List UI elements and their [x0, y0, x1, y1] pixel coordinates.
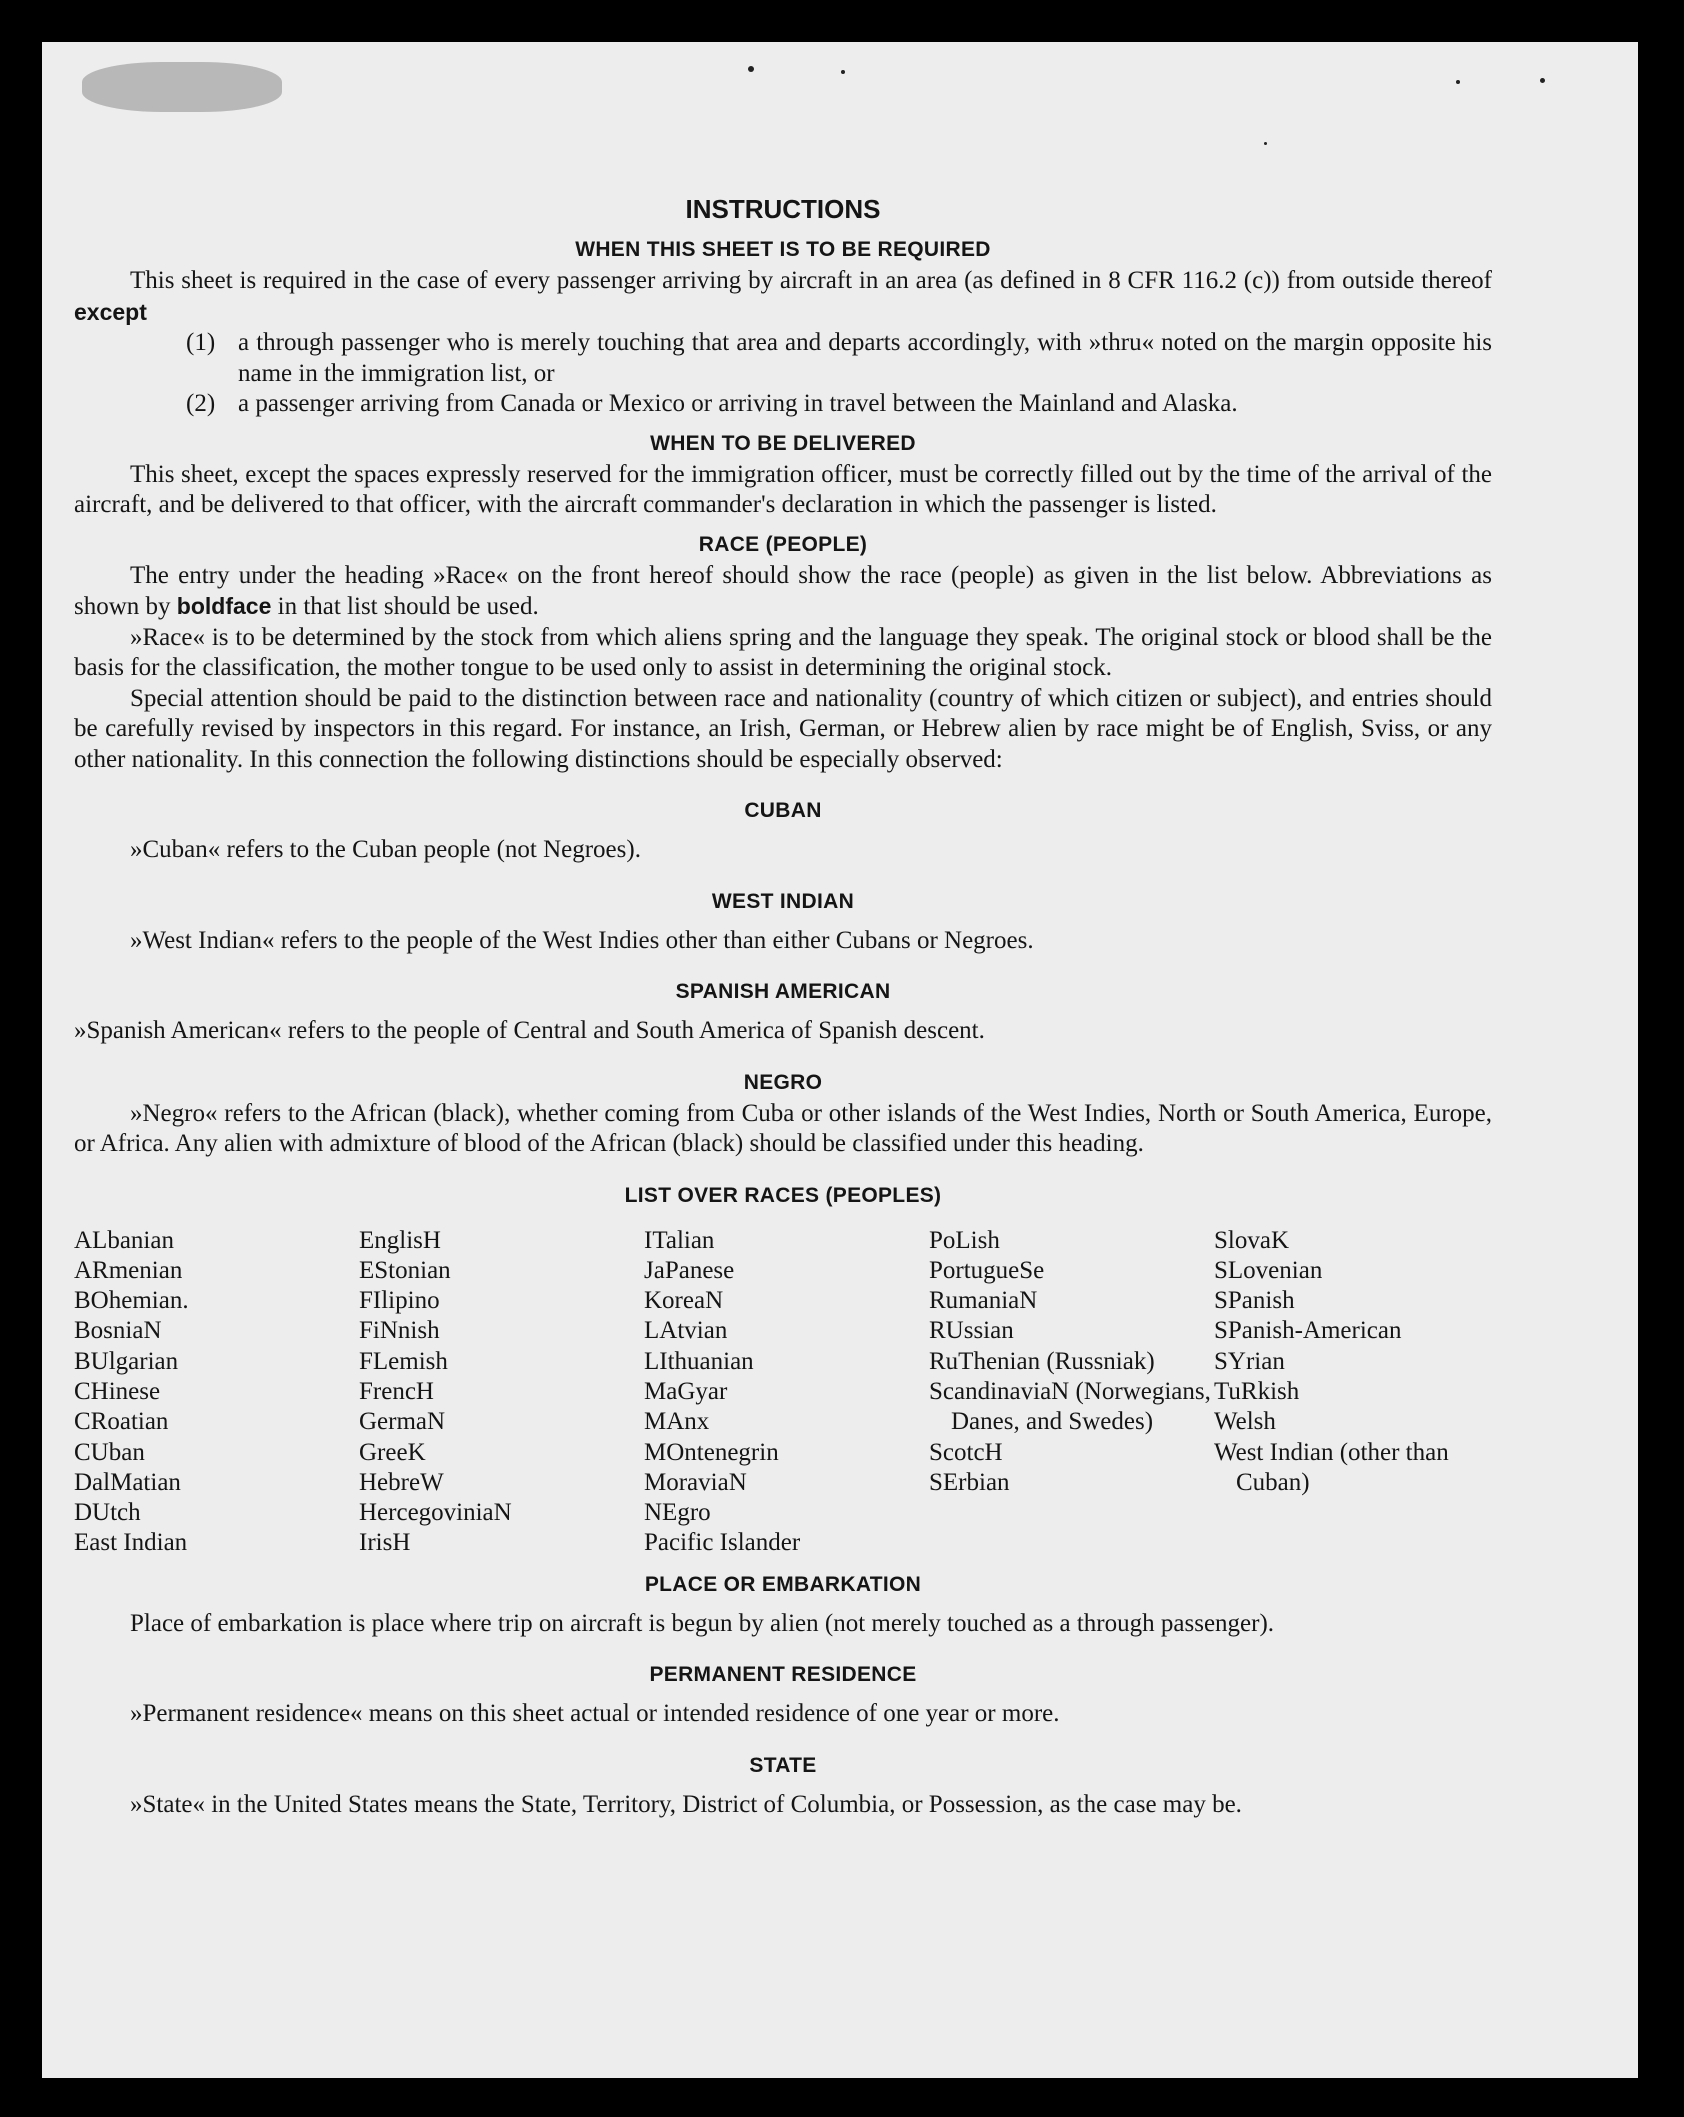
- list-item: [74, 328, 1492, 389]
- race-entry: NEgro: [644, 1499, 711, 1527]
- race-entry: BUlgarian: [74, 1347, 179, 1375]
- race-entry: GermaN: [359, 1408, 446, 1436]
- race-entry: ARmenian: [74, 1256, 183, 1284]
- scan-speck: [748, 66, 754, 72]
- race-entry: SYrian: [1214, 1347, 1285, 1375]
- race-entry: West Indian (other than Cuban): [1214, 1438, 1449, 1496]
- paragraph-negro: »Negro« refers to the African (black), whether coming from Cuba or other islands of the West Indies, North or South America, Europe, or Africa. Any alien with admixture of blood of the African (black) should be classified under this heading.: [74, 1099, 1492, 1157]
- paragraph-embarkation: Place of embarkation is place where trip on aircraft is begun by alien (not merely touched as a through passenger).: [130, 1609, 1275, 1637]
- race-entry: ScotcH: [929, 1438, 1003, 1466]
- race-entry: ScandinaviaN (Norwegians, Danes, and Swedes): [929, 1377, 1211, 1436]
- race-entry: DalMatian: [74, 1468, 181, 1496]
- item-number: (2): [186, 390, 216, 417]
- heading-cuban: CUBAN: [744, 799, 822, 822]
- race-entry: ALbanian: [74, 1226, 174, 1254]
- paragraph-race-2: »Race« is to be determined by the stock from which aliens spring and the language they speak. The original stock or blood shall be the basis for the classification, the mother tongue to be used only to assist in determining the original stock.: [74, 623, 1492, 681]
- paragraph-spanish-american: »Spanish American« refers to the people of Central and South America of Spanish descent.: [74, 1017, 985, 1044]
- scan-speck: [1456, 80, 1460, 84]
- heading-races-list: LIST OVER RACES (PEOPLES): [624, 1183, 942, 1207]
- scan-speck: [1540, 78, 1545, 83]
- list-item: [74, 389, 1492, 420]
- heading-embarkation: PLACE OR EMBARKATION: [644, 1572, 922, 1596]
- race-entry: CRoatian: [74, 1408, 169, 1436]
- intro-text: This sheet is required in the case of every passenger arriving by aircraft in an area (as defined in 8 CFR 116.2 (c)) from outside thereof: [130, 267, 1492, 294]
- item-text: a through passenger who is merely touching that area and departs accordingly, with »thru« noted on the margin opposite his name in the immigration list, or: [238, 329, 1492, 387]
- races-column: [644, 1226, 929, 1559]
- scan-smudge: [82, 62, 282, 112]
- race-entry: SlovaK: [1214, 1226, 1289, 1254]
- heading-when-required: WHEN THIS SHEET IS TO BE REQUIRED: [575, 238, 991, 261]
- race-entry: CUban: [74, 1438, 145, 1466]
- scan-speck: [1264, 142, 1267, 145]
- race-text: The entry under the heading »Race« on the front hereof should show the race (people) as given in the list below. Abbreviations as shown by: [74, 561, 1492, 620]
- paragraph-when-delivered: This sheet, except the spaces expressly reserved for the immigration officer, must be correctly filled out by the time of the arrival of the aircraft, and be delivered to that officer, with the aircraft commander's declaration in which the passenger is listed.: [74, 460, 1492, 518]
- race-entry: PortugueSe: [929, 1256, 1045, 1284]
- race-entry: East Indian: [74, 1529, 188, 1557]
- race-entry: Pacific Islander: [644, 1529, 801, 1557]
- race-entry: FLemish: [359, 1347, 448, 1375]
- paragraph-race-3: Special attention should be paid to the distinction between race and nationality (country of which citizen or subject), and entries should be carefully revised by inspectors in this regard. For instance, an Irish, German, or Hebrew alien by race might be of English, Sviss, or any other nationality. In this connection the following distinctions should be especially observed:: [74, 684, 1492, 773]
- race-entry: KoreaN: [644, 1287, 724, 1315]
- races-column: [929, 1226, 1214, 1559]
- race-entry: FIlipino: [359, 1287, 440, 1315]
- race-entry: LIthuanian: [644, 1347, 754, 1375]
- page-title: INSTRUCTIONS: [685, 194, 881, 224]
- race-entry: MOntenegrin: [644, 1438, 779, 1466]
- boldface-word: boldface: [176, 593, 272, 619]
- race-entry: SPanish-American: [1214, 1317, 1402, 1345]
- except-bold: except: [74, 298, 147, 325]
- paragraph-when-required: [74, 266, 1492, 328]
- races-column: [74, 1226, 359, 1559]
- paragraph-cuban: »Cuban« refers to the Cuban people (not Negroes).: [130, 836, 641, 863]
- races-column: [359, 1226, 644, 1559]
- heading-spanish-american: SPANISH AMERICAN: [675, 980, 891, 1003]
- paragraph-race-1: [74, 561, 1492, 623]
- item-text: a passenger arriving from Canada or Mexico or arriving in travel between the Mainland and Alaska.: [238, 390, 1238, 417]
- race-entry: PoLish: [929, 1226, 1000, 1254]
- race-entry: MoraviaN: [644, 1468, 747, 1496]
- race-entry: GreeK: [359, 1438, 426, 1466]
- race-entry: BOhemian.: [74, 1287, 189, 1315]
- race-entry: RumaniaN: [929, 1287, 1038, 1315]
- race-entry: SPanish: [1214, 1287, 1295, 1315]
- race-entry: IrisH: [359, 1529, 411, 1557]
- race-entry: FiNnish: [359, 1317, 440, 1345]
- race-entry: BosniaN: [74, 1317, 162, 1345]
- heading-west-indian: WEST INDIAN: [711, 889, 855, 913]
- item-number: (1): [186, 329, 216, 356]
- race-entry: JaPanese: [644, 1256, 735, 1284]
- heading-race: RACE (PEOPLE): [698, 532, 868, 556]
- heading-state: STATE: [749, 1753, 817, 1777]
- heading-when-delivered: WHEN TO BE DELIVERED: [650, 431, 916, 455]
- paragraph-state: »State« in the United States means the State, Territory, District of Columbia, or Possession, as the case may be.: [130, 1790, 1242, 1818]
- paragraph-west-indian: »West Indian« refers to the people of the West Indies other than either Cubans or Negroes.: [130, 926, 1034, 954]
- paragraph-residence: »Permanent residence« means on this sheet actual or intended residence of one year or more.: [130, 1700, 1060, 1728]
- race-entry: HebreW: [359, 1468, 444, 1496]
- race-entry: FrencH: [359, 1377, 434, 1405]
- race-entry: LAtvian: [644, 1317, 728, 1345]
- races-list: [74, 1226, 1492, 1559]
- race-entry: HercegoviniaN: [359, 1499, 512, 1527]
- race-entry: Welsh: [1214, 1408, 1276, 1436]
- document-page: [42, 42, 1638, 2078]
- race-entry: TuRkish: [1214, 1377, 1300, 1405]
- race-entry: MaGyar: [644, 1377, 728, 1405]
- race-entry: CHinese: [74, 1377, 161, 1405]
- race-entry: EStonian: [359, 1256, 451, 1284]
- race-entry: RUssian: [929, 1317, 1014, 1345]
- race-entry: EnglisH: [359, 1226, 441, 1254]
- scan-speck: [841, 70, 845, 74]
- heading-residence: PERMANENT RESIDENCE: [649, 1663, 917, 1687]
- instructions-content: [74, 192, 1492, 1820]
- race-entry: SErbian: [929, 1468, 1010, 1496]
- races-column: [1214, 1226, 1492, 1559]
- race-entry: RuThenian (Russniak): [929, 1347, 1155, 1375]
- race-entry: SLovenian: [1214, 1256, 1323, 1284]
- race-entry: MAnx: [644, 1408, 710, 1436]
- race-text: in that list should be used.: [271, 593, 539, 620]
- race-entry: DUtch: [74, 1499, 141, 1527]
- heading-negro: NEGRO: [743, 1070, 823, 1094]
- race-entry: ITalian: [644, 1226, 715, 1254]
